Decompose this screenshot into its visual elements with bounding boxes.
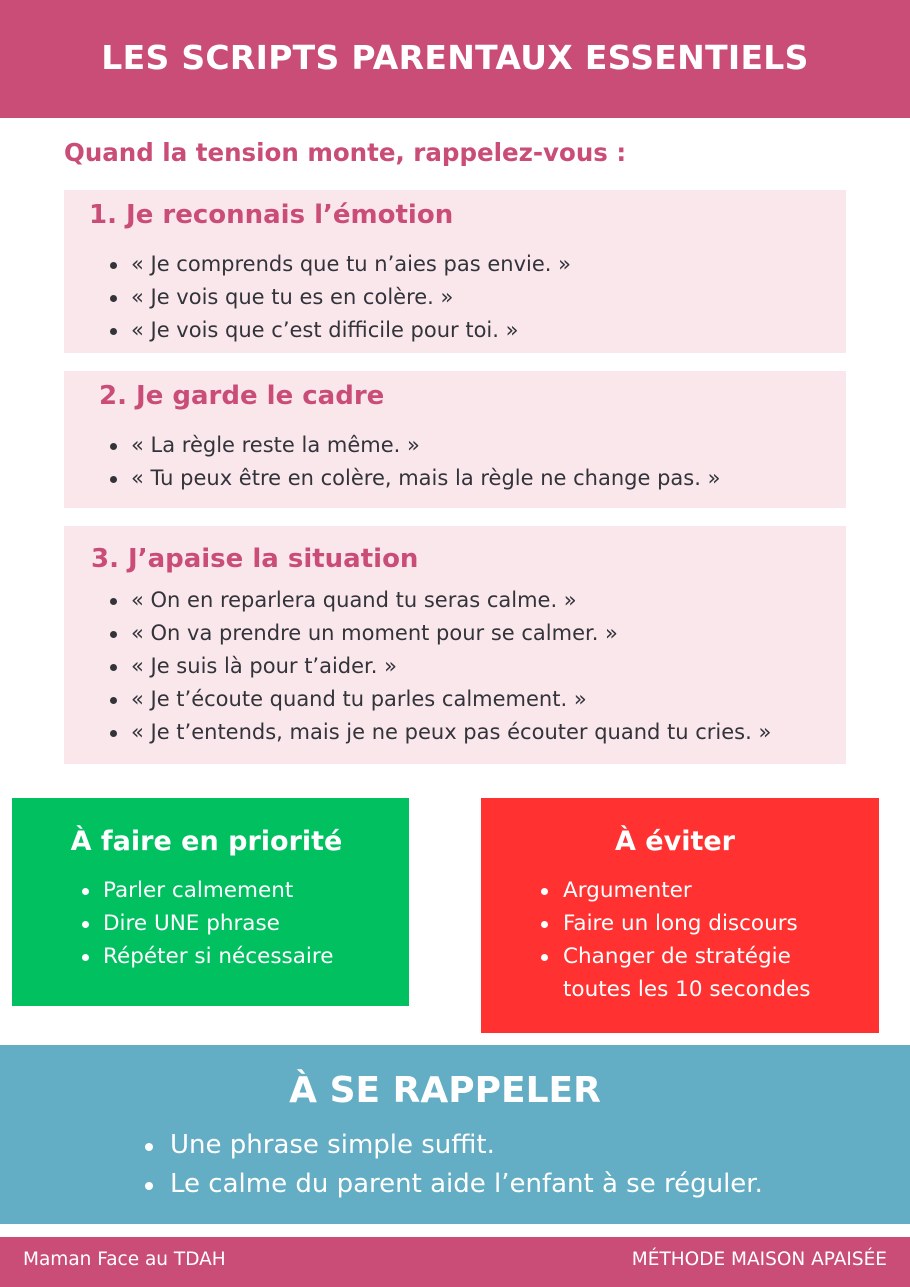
list-item: Faire un long discours [481,907,810,940]
page-title: LES SCRIPTS PARENTAUX ESSENTIELS [101,38,809,77]
list-item: Dire UNE phrase [12,907,333,940]
avoid-box-list [481,874,810,1006]
list-item: « On en reparlera quand tu seras calme. » [64,584,771,617]
list-item: Le calme du parent aide l’enfant à se réguler. [0,1165,763,1204]
list-item: Changer de stratégie [481,940,810,973]
list-item: « On va prendre un moment pour se calmer. » [64,617,771,650]
section-2-title: 2. Je garde le cadre [99,381,385,411]
avoid-box-title: À éviter [615,826,735,857]
remember-box-title: À SE RAPPELER [289,1070,601,1111]
do-box-list [12,874,333,973]
list-item: « Tu peux être en colère, mais la règle ne change pas. » [64,462,720,495]
section-3-list [64,584,771,749]
list-item: « Je t’entends, mais je ne peux pas écouter quand tu cries. » [64,716,771,749]
list-item: Argumenter [481,874,810,907]
do-box-title: À faire en priorité [70,826,343,857]
section-1-title: 1. Je reconnais l’émotion [89,200,454,230]
list-item: Une phrase simple suffit. [0,1126,763,1165]
section-1-list [64,248,571,347]
section-3-title: 3. J’apaise la situation [91,544,419,574]
list-item: Parler calmement [12,874,333,907]
section-2-list [64,429,720,495]
subtitle: Quand la tension monte, rappelez-vous : [64,138,627,167]
list-item: Répéter si nécessaire [12,940,333,973]
list-item: « Je comprends que tu n’aies pas envie. » [64,248,571,281]
footer-tagline: MÉTHODE MAISON APAISÉE [631,1249,887,1270]
list-item: « Je vois que tu es en colère. » [64,281,571,314]
list-item: « La règle reste la même. » [64,429,720,462]
list-item: « Je vois que c’est difficile pour toi. » [64,314,571,347]
list-item: « Je suis là pour t’aider. » [64,650,771,683]
list-item-continuation: toutes les 10 secondes [563,977,811,1002]
footer-brand: Maman Face au TDAH [23,1249,226,1270]
remember-box-list [0,1126,763,1204]
list-item: « Je t’écoute quand tu parles calmement. » [64,683,771,716]
